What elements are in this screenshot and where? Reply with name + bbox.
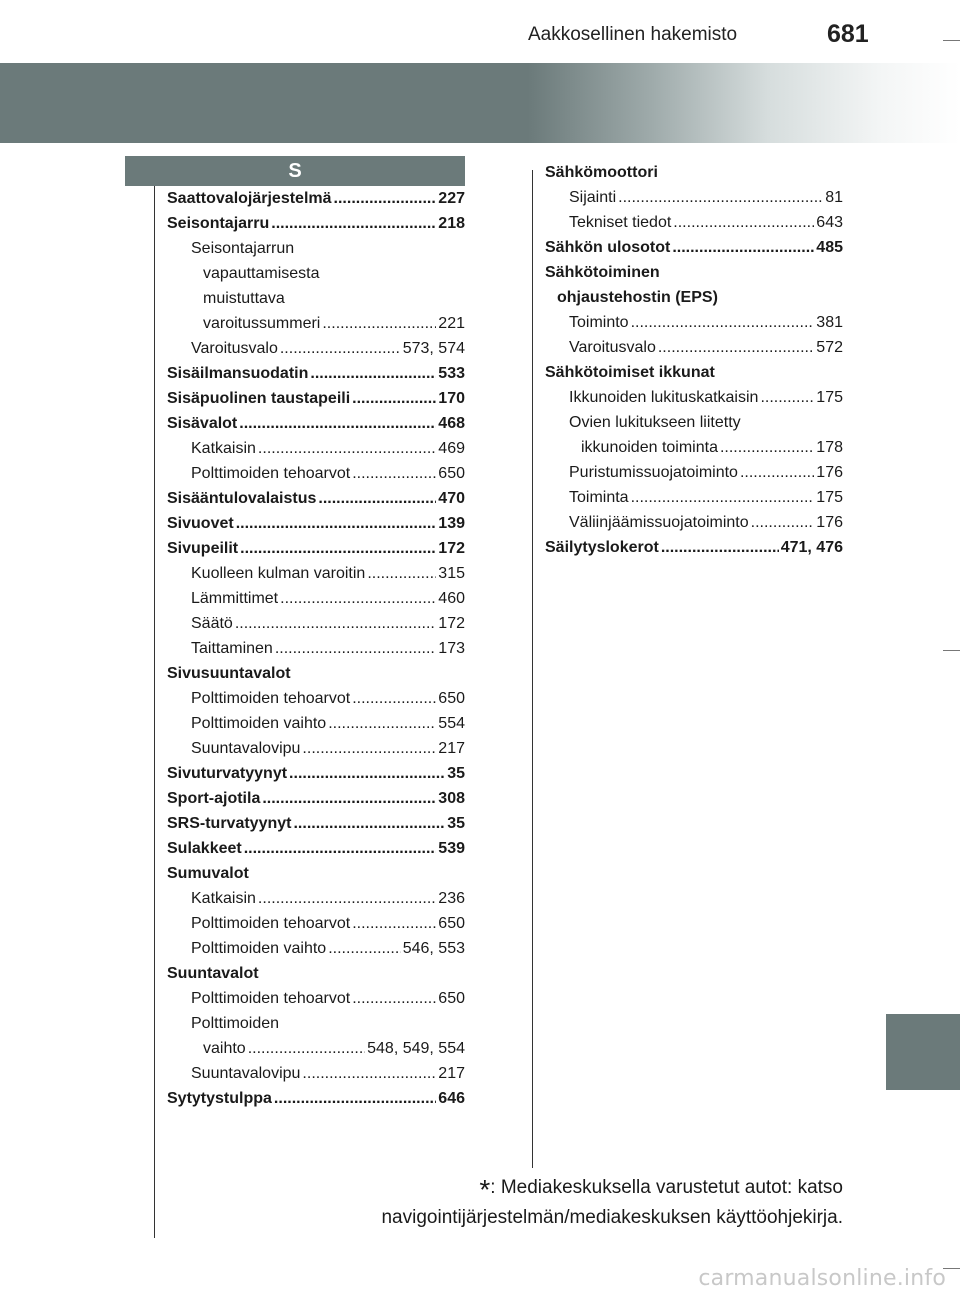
index-entry-page: 572: [816, 339, 843, 356]
index-entry: [167, 386, 465, 411]
index-entry-term: Väliinjäämissuojatoiminto: [569, 510, 751, 535]
crop-mark: [943, 40, 960, 41]
index-entry: [545, 210, 843, 235]
index-entry-term: Polttimoiden tehoarvot: [191, 461, 352, 486]
index-entry: [167, 786, 465, 811]
index-entry-term: Polttimoiden vaihto: [191, 936, 328, 961]
index-entry-page: 139: [438, 515, 465, 532]
dot-leader: [631, 310, 815, 335]
index-entry-term: Sumuvalot: [167, 861, 251, 886]
dot-leader: [328, 711, 436, 736]
dot-leader: [289, 761, 445, 786]
dot-leader: [322, 311, 436, 336]
dot-leader: [673, 210, 814, 235]
index-entry-term: vapauttamisesta: [203, 261, 322, 286]
index-entry: [167, 836, 465, 861]
dot-leader: [239, 411, 436, 436]
index-entry-page: 81: [825, 189, 843, 206]
index-entry-page: 236: [438, 890, 465, 907]
index-entry-term: Sisävalot: [167, 411, 239, 436]
index-entry-term: Sisäpuolinen taustapeili: [167, 386, 352, 411]
index-entry-term: Säilytyslokerot: [545, 535, 661, 560]
dot-leader: [262, 786, 436, 811]
index-entry: [167, 686, 465, 711]
index-entry-term: Toiminta: [569, 485, 631, 510]
dot-leader: [240, 536, 436, 561]
index-entry: [545, 485, 843, 510]
index-entry-page: 469: [438, 440, 465, 457]
index-entry-term: Polttimoiden: [191, 1011, 281, 1036]
index-entry: [167, 661, 465, 686]
index-entry: [545, 410, 843, 435]
dot-leader: [236, 511, 437, 536]
index-entry: [545, 260, 843, 285]
index-entry-page: 533: [438, 365, 465, 382]
dot-leader: [367, 561, 436, 586]
index-entry-term: Varoitusvalo: [569, 335, 658, 360]
index-entry-page: 643: [816, 214, 843, 231]
index-entry-term: varoitussummeri: [203, 311, 322, 336]
index-entry: [167, 236, 465, 261]
dot-leader: [661, 535, 779, 560]
index-entry: [167, 811, 465, 836]
index-entry: [167, 736, 465, 761]
dot-leader: [275, 636, 436, 661]
index-entry: [167, 1061, 465, 1086]
index-entry-term: Sulakkeet: [167, 836, 244, 861]
index-entry: [167, 861, 465, 886]
index-entry: [167, 336, 465, 361]
index-entry-page: 650: [438, 990, 465, 1007]
index-entry-page: 178: [816, 439, 843, 456]
index-entry-term: Katkaisin: [191, 436, 258, 461]
dot-leader: [658, 335, 814, 360]
index-entry-term: vaihto: [203, 1036, 248, 1061]
index-entry-term: Sisääntulovalaistus: [167, 486, 318, 511]
index-entry-term: Taittaminen: [191, 636, 275, 661]
index-entry-term: Suuntavalot: [167, 961, 261, 986]
index-entry-term: Säätö: [191, 611, 235, 636]
dot-leader: [310, 361, 436, 386]
index-entry-term: Suuntavalovipu: [191, 736, 302, 761]
index-entry-page: 646: [438, 1090, 465, 1107]
index-entry-page: 175: [816, 389, 843, 406]
dot-leader: [258, 886, 436, 911]
index-entry: [545, 185, 843, 210]
index-entry-term: Sytytystulppa: [167, 1086, 274, 1111]
index-entry: [167, 286, 465, 311]
index-entry-term: Polttimoiden tehoarvot: [191, 686, 352, 711]
index-entry-term: Puristumissuojatoiminto: [569, 460, 740, 485]
dot-leader: [740, 460, 814, 485]
dot-leader: [328, 936, 401, 961]
index-entry-page: 172: [438, 615, 465, 632]
index-entry: [167, 961, 465, 986]
index-entry-page: 471, 476: [780, 539, 843, 556]
index-entry-page: 650: [438, 915, 465, 932]
index-entry: [545, 535, 843, 560]
index-entry: [545, 385, 843, 410]
index-entry: [167, 911, 465, 936]
index-entry-term: muistuttava: [203, 286, 287, 311]
index-entry-term: Sivuturvatyynyt: [167, 761, 289, 786]
dot-leader: [293, 811, 445, 836]
index-entry-page: 573, 574: [402, 340, 465, 357]
index-entry-term: Sport-ajotila: [167, 786, 262, 811]
dot-leader: [618, 185, 823, 210]
dot-leader: [235, 611, 436, 636]
index-entry-page: 227: [438, 190, 465, 207]
index-entry: [167, 511, 465, 536]
index-entry: [545, 235, 843, 260]
index-entry: [167, 436, 465, 461]
index-entry-term: SRS-turvatyynyt: [167, 811, 293, 836]
dot-leader: [631, 485, 815, 510]
dot-leader: [334, 186, 437, 211]
index-entry-term: Seisontajarrun: [191, 236, 296, 261]
index-entry: [167, 936, 465, 961]
index-entry-page: 175: [816, 489, 843, 506]
index-column-right: [545, 160, 843, 560]
index-entry: [167, 211, 465, 236]
dot-leader: [720, 435, 814, 460]
index-entry-term: Toiminto: [569, 310, 631, 335]
index-entry: [167, 611, 465, 636]
index-entry: [167, 636, 465, 661]
index-entry-term: Sivusuuntavalot: [167, 661, 293, 686]
page-number: 681: [827, 20, 869, 48]
index-entry: [167, 586, 465, 611]
dot-leader: [302, 1061, 436, 1086]
dot-leader: [274, 1086, 436, 1111]
index-entry: [545, 285, 843, 310]
column-divider-middle: [532, 170, 533, 1168]
index-entry-page: 650: [438, 465, 465, 482]
index-entry: [545, 510, 843, 535]
index-entry-page: 217: [438, 740, 465, 757]
index-entry-term: Seisontajarru: [167, 211, 271, 236]
dot-leader: [244, 836, 437, 861]
index-entry-term: Ikkunoiden lukituskatkaisin: [569, 385, 760, 410]
index-entry-page: 35: [447, 765, 465, 782]
index-entry-page: 470: [438, 490, 465, 507]
index-entry: [167, 986, 465, 1011]
index-entry-term: Katkaisin: [191, 886, 258, 911]
index-entry: [545, 360, 843, 385]
index-entry-page: 460: [438, 590, 465, 607]
index-entry-term: Lämmittimet: [191, 586, 280, 611]
dot-leader: [751, 510, 815, 535]
index-entry: [167, 361, 465, 386]
index-entry-page: 554: [438, 715, 465, 732]
index-entry: [167, 886, 465, 911]
index-entry-page: 173: [438, 640, 465, 657]
index-entry-page: 539: [438, 840, 465, 857]
dot-leader: [280, 586, 436, 611]
index-entry-term: Suuntavalovipu: [191, 1061, 302, 1086]
index-entry: [167, 411, 465, 436]
chapter-side-tab: [886, 1014, 960, 1090]
page-title: Aakkosellinen hakemisto: [528, 24, 738, 45]
index-entry-term: Sähkön ulosotot: [545, 235, 672, 260]
index-entry-page: 172: [438, 540, 465, 557]
index-column-left: [167, 186, 465, 1111]
index-entry-page: 315: [438, 565, 465, 582]
index-entry: [167, 486, 465, 511]
index-entry-term: ohjaustehostin (EPS): [557, 285, 720, 310]
index-entry-term: Sähkötoimiset ikkunat: [545, 360, 717, 385]
index-entry-term: Sijainti: [569, 185, 618, 210]
index-entry-term: Polttimoiden vaihto: [191, 711, 328, 736]
index-entry-term: Kuolleen kulman varoitin: [191, 561, 367, 586]
index-entry-page: 548, 549, 554: [367, 1040, 465, 1057]
column-divider-left: [154, 186, 155, 1238]
dot-leader: [248, 1036, 365, 1061]
index-entry-page: 170: [438, 390, 465, 407]
index-entry: [167, 536, 465, 561]
index-entry: [167, 311, 465, 336]
index-entry: [167, 461, 465, 486]
index-entry-term: Polttimoiden tehoarvot: [191, 986, 352, 1011]
dot-leader: [760, 385, 814, 410]
index-entry: [167, 711, 465, 736]
index-entry-page: 546, 553: [402, 940, 465, 957]
index-entry-term: Ovien lukitukseen liitetty: [569, 410, 743, 435]
index-entry-page: 485: [816, 239, 843, 256]
dot-leader: [352, 686, 436, 711]
header-banner: [0, 63, 960, 143]
index-entry-page: 176: [816, 514, 843, 531]
dot-leader: [258, 436, 436, 461]
index-entry-page: 308: [438, 790, 465, 807]
index-entry-term: Varoitusvalo: [191, 336, 280, 361]
index-entry-term: Sivuovet: [167, 511, 236, 536]
index-entry: [167, 561, 465, 586]
index-entry: [167, 761, 465, 786]
index-entry: [167, 261, 465, 286]
index-entry-term: Sähkötoiminen: [545, 260, 662, 285]
index-entry-page: 650: [438, 690, 465, 707]
footnote: [381, 1174, 843, 1232]
index-entry: [545, 160, 843, 185]
index-entry-page: 35: [447, 815, 465, 832]
footnote-marker: *: [479, 1174, 491, 1205]
index-entry: [167, 1036, 465, 1061]
index-entry-page: 381: [816, 314, 843, 331]
index-entry-term: ikkunoiden toiminta: [581, 435, 720, 460]
index-entry: [545, 435, 843, 460]
footnote-line-1: : Mediakeskuksella varustetut autot: katso: [490, 1177, 843, 1198]
dot-leader: [352, 986, 436, 1011]
dot-leader: [352, 911, 436, 936]
index-entry-page: 217: [438, 1065, 465, 1082]
index-entry: [167, 1086, 465, 1111]
dot-leader: [318, 486, 436, 511]
index-entry: [545, 460, 843, 485]
dot-leader: [352, 461, 436, 486]
index-entry-term: Sivupeilit: [167, 536, 240, 561]
index-entry: [167, 1011, 465, 1036]
section-letter-header: S: [125, 156, 465, 186]
dot-leader: [271, 211, 436, 236]
index-entry-page: 468: [438, 415, 465, 432]
watermark: carmanualsonline.info: [698, 1266, 946, 1291]
footnote-line-2: navigointijärjestelmän/mediakeskuksen käyttöohjekirja.: [381, 1207, 843, 1228]
index-entry: [545, 335, 843, 360]
index-entry-term: Tekniset tiedot: [569, 210, 673, 235]
index-entry: [167, 186, 465, 211]
dot-leader: [352, 386, 436, 411]
dot-leader: [672, 235, 814, 260]
index-entry-term: Sisäilmansuodatin: [167, 361, 310, 386]
page-header: [0, 0, 960, 62]
crop-mark: [943, 650, 960, 651]
index-entry-page: 218: [438, 215, 465, 232]
index-entry-page: 221: [438, 315, 465, 332]
index-entry-term: Saattovalojärjestelmä: [167, 186, 334, 211]
index-entry: [545, 310, 843, 335]
dot-leader: [280, 336, 401, 361]
index-entry-term: Polttimoiden tehoarvot: [191, 911, 352, 936]
index-entry-page: 176: [816, 464, 843, 481]
index-entry-term: Sähkömoottori: [545, 160, 660, 185]
dot-leader: [302, 736, 436, 761]
